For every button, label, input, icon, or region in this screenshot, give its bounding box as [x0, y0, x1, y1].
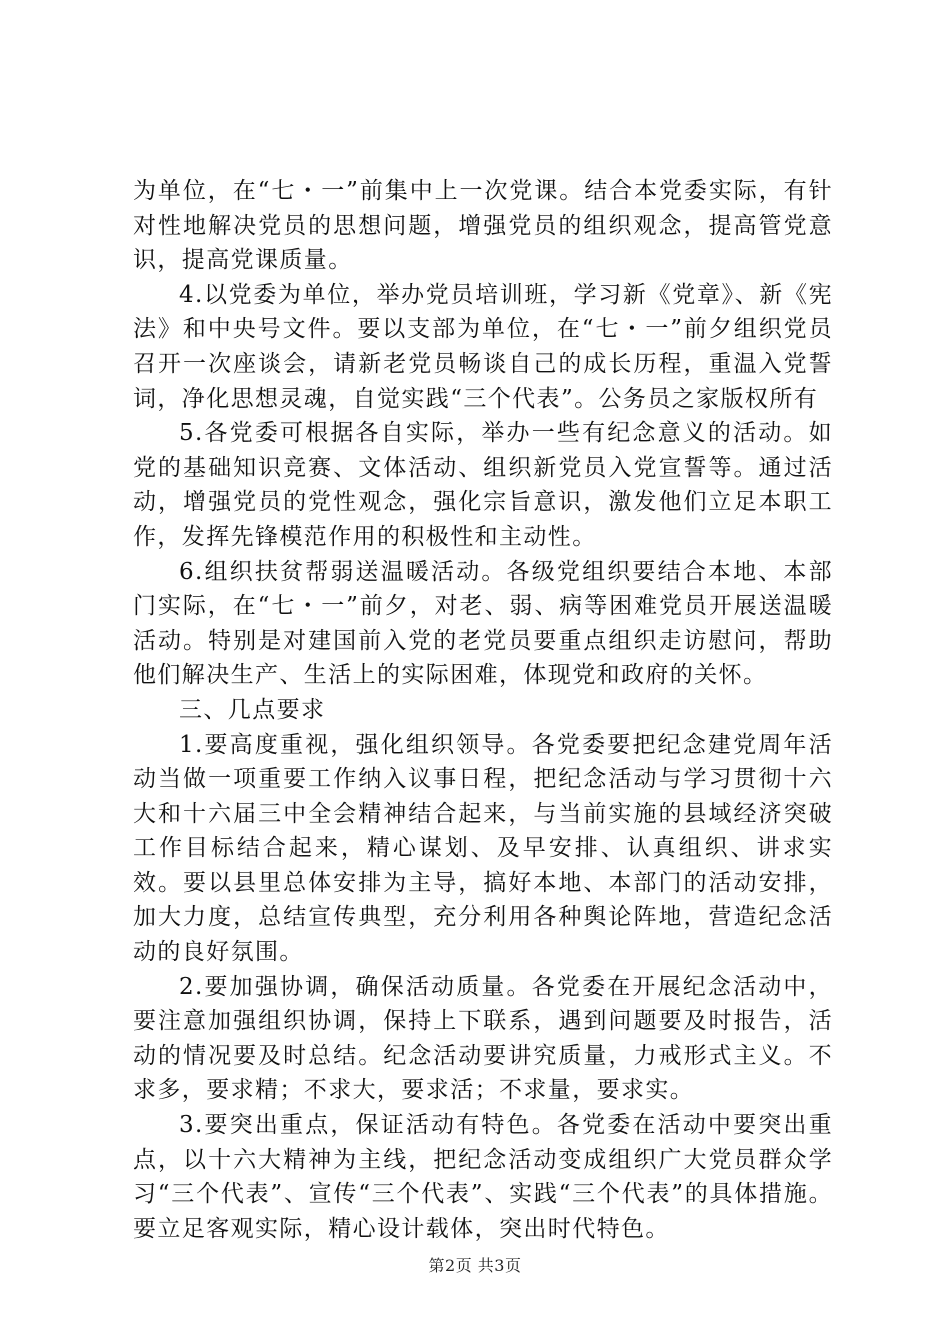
section-heading: 三、几点要求 [179, 696, 326, 723]
paragraph-continuation: 为单位，在“七・一”前集中上一次党课。结合本党委实际，有针对性地解决党员的思想问题，增强党员的组织观念，提高管党意识，提高党课质量。 [133, 178, 833, 274]
paragraph-requirement-3: 3.要突出重点，保证活动有特色。各党委在活动中要突出重点，以十六大精神为主线，把纪念活动变成组织广大党员群众学习“三个代表”、宣传“三个代表”、实践“三个代表”的具体措施。要立足客观实际，精心设计载体，突出时代特色。 [133, 1112, 833, 1242]
paragraph-requirement-2: 2.要加强协调，确保活动质量。各党委在开展纪念活动中，要注意加强组织协调，保持上下联系，遇到问题要及时报告，活动的情况要及时总结。纪念活动要讲究质量，力戒形式主义。不求多，要求精；不求大，要求活；不求量，要求实。 [133, 973, 833, 1104]
paragraph-requirement-1: 1.要高度重视，强化组织领导。各党委要把纪念建党周年活动当做一项重要工作纳入议事日程，把纪念活动与学习贯彻十六大和十六届三中全会精神结合起来，与当前实施的县域经济突破工作目标结合起来，精心谋划、及早安排、认真组织、讲求实效。要以县里总体安排为主导，搞好本地、本部门的活动安排，加大力度，总结宣传典型，充分利用各种舆论阵地，营造纪念活动的良好氛围。 [133, 731, 833, 966]
paragraph-item-6: 6.组织扶贫帮弱送温暖活动。各级党组织要结合本地、本部门实际，在“七・一”前夕，对老、弱、病等困难党员开展送温暖活动。特别是对建国前入党的老党员要重点组织走访慰问，帮助他们解决生产、生活上的实际困难，体现党和政府的关怀。 [133, 558, 833, 689]
paragraph-item-4: 4.以党委为单位，举办党员培训班，学习新《党章》、新《宪法》和中央号文件。要以支部为单位，在“七・一”前夕组织党员召开一次座谈会，请新老党员畅谈自己的成长历程，重温入党誓词，净化思想灵魂，自觉实践“三个代表”。公务员之家版权所有 [133, 281, 833, 412]
paragraph-item-5: 5.各党委可根据各自实际，举办一些有纪念意义的活动。如党的基础知识竞赛、文体活动、组织新党员入党宣誓等。通过活动，增强党员的党性观念，强化宗旨意识，激发他们立足本职工作，发挥先锋模范作用的积极性和主动性。 [133, 420, 833, 550]
page-footer: 第2页 共3页 [428, 1256, 522, 1275]
document-body [133, 174, 833, 1246]
